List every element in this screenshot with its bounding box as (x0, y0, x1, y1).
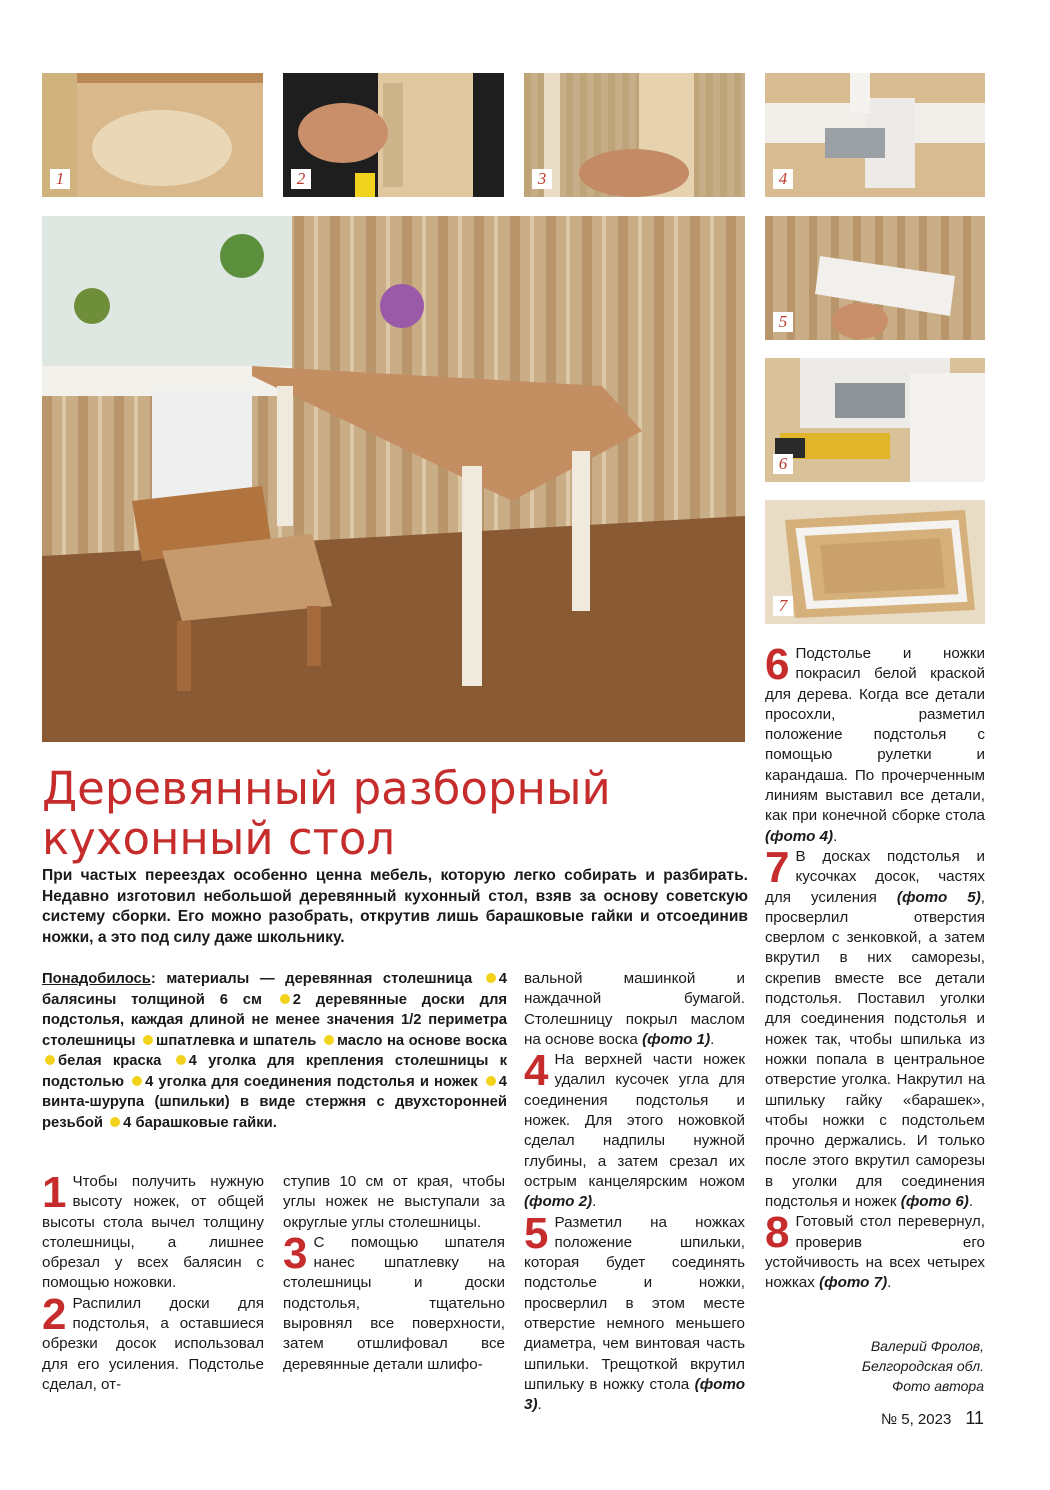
photo-number: 5 (773, 312, 793, 332)
step-text: вальной машинкой и наждачной бумагой. Столешницу покрыл маслом на основе воска (524, 970, 745, 1048)
step-text: Чтобы получить нужную высоту ножек, от общей высоты стола вычел толщину столешницы, а лишнее обрезал у всех балясин с помощью ножовки. (42, 1173, 264, 1292)
materials-item: 4 уголка для соединения подстолья и ножек (145, 1073, 478, 1090)
step-text: Разметил на ножках положение шпильки, которая будет соединять подстолье и ножки, просверлил в этом месте отверстие немного меньшего диаметра, чем винтовая часть шпильки. Трещоткой вкрутил шпильку в ножку стола (524, 1213, 745, 1393)
materials-label: Понадобилось (42, 971, 151, 987)
photo-reference: (фото 5) (896, 888, 981, 906)
materials-item: 4 барашковые гайки. (123, 1114, 277, 1131)
step-number: 2 (42, 1293, 67, 1339)
photo-number: 2 (291, 169, 311, 189)
step-3-continued (524, 969, 745, 1050)
materials-item: : материалы — деревянная столешница (150, 971, 473, 987)
text-column-2 (283, 1172, 505, 1375)
punctuation: . (537, 1396, 542, 1414)
step-4 (524, 1050, 745, 1212)
bullet-icon (143, 1035, 153, 1045)
photo-4-layout (765, 73, 985, 197)
step-7 (765, 847, 985, 1212)
photo-credit: Фото автора (892, 1378, 984, 1394)
step-3 (283, 1233, 505, 1375)
photo-reference: (фото 3) (524, 1375, 745, 1414)
photo-reference: (фото 1) (642, 1030, 711, 1048)
step-text: Распилил доски для подстолья, а оставшиеся обрезки досок использовал для его усиления. Подстолье сделал, от- (42, 1294, 264, 1393)
author-signature (862, 1336, 984, 1396)
text-column-1 (42, 1172, 264, 1395)
photo-2-cutting (283, 73, 504, 197)
punctuation: . (592, 1193, 597, 1211)
article-title (42, 764, 742, 864)
punctuation: . (710, 1030, 715, 1048)
punctuation: . (887, 1274, 892, 1292)
photo-reference: (фото 2) (524, 1193, 593, 1211)
photo-reference: (фото 7) (819, 1274, 888, 1292)
photo-reference: (фото 4) (765, 827, 834, 845)
step-text: , просверлил отверстия сверлом с зенковкой, а затем вкрутил в них саморезы, скрепив вместе все детали подстолья. Поставил уголки для соединения подстолья и ножек так, чтобы шпилька из ножки попала в центральное отверстие уголка. Накрутил на шпильку гайку «барашек», чтобы ножки с подстольем прочно держались. И только после этого вкрутил саморезы в уголки для соединения подстолья и ножек (765, 888, 985, 1211)
step-text: На верхней части ножек удалил кусочек угла для соединения подстолья и ножек. Для этого ножовкой сделал надпилы нужной глубины, а затем срезал их острым канцелярским ножом (524, 1051, 745, 1190)
photo-number: 1 (50, 169, 70, 189)
photo-number: 7 (773, 596, 793, 616)
photo-6-screwing (765, 358, 985, 482)
step-2 (42, 1294, 264, 1395)
page-number: 11 (965, 1408, 984, 1428)
photo-1-sanding (42, 73, 263, 197)
step-number: 6 (765, 644, 790, 689)
bullet-icon (324, 1035, 334, 1045)
text-column-4 (765, 644, 985, 1294)
bullet-icon (45, 1055, 55, 1065)
bullet-icon (486, 1076, 496, 1086)
main-photo-table (42, 216, 745, 742)
step-8 (765, 1212, 985, 1293)
materials-item: шпатлевка и шпатель (156, 1032, 317, 1049)
step-number: 8 (765, 1212, 790, 1258)
photo-reference: (фото 6) (900, 1193, 969, 1211)
photo-number: 4 (773, 169, 793, 189)
step-number: 5 (524, 1212, 549, 1258)
step-text: В досках подстолья и кусочках досок, частях для усиления (765, 847, 985, 906)
materials-item: масло на основе воска (336, 1032, 507, 1049)
step-2-continued: ступив 10 см от края, чтобы углы ножек не выступали за округлые углы столешницы. (283, 1173, 505, 1231)
lead-paragraph: При частых переездах особенно ценна мебель, которую легко собирать и разбирать. Недавно изготовил небольшой деревянный кухонный стол, взяв за основу советскую систему сборки. Его можно разобрать, открутив лишь барашковые гайки и отсоединив ножки, а это под силу даже школьнику. (42, 867, 748, 946)
materials-item: 2 деревянные доски для подстолья, каждая длиной не менее значения 1/2 периметра столешницы (42, 991, 507, 1049)
photo-number: 6 (773, 454, 793, 474)
materials-item: 4 винта-шурупа (шпильки) в виде стержня с двухсторонней резьбой (42, 1073, 507, 1131)
step-text: Подстолье и ножки покрасил белой краской для дерева. Когда все детали просохли, разметил положение подстолья с помощью рулетки и карандаша. По прочерченным линиям выставил все детали, как при конечной сборке стола (765, 645, 985, 825)
step-5 (524, 1213, 745, 1416)
page-footer (881, 1408, 984, 1429)
bullet-icon (176, 1055, 186, 1065)
step-1 (42, 1172, 264, 1294)
bullet-icon (486, 973, 496, 983)
author-name: Валерий Фролов, (870, 1338, 984, 1354)
punctuation: . (833, 827, 838, 845)
materials-item: 4 уголка для крепления столешницы к подстолью (42, 1053, 507, 1090)
materials-item: 4 балясины толщиной 6 см (42, 971, 507, 1008)
photo-7-assembled (765, 500, 985, 624)
author-region: Белгородская обл. (861, 1358, 984, 1374)
photo-number: 3 (532, 169, 552, 189)
materials-item: белая краска (58, 1053, 162, 1069)
step-number: 1 (42, 1172, 67, 1217)
photo-5-holes (765, 216, 985, 340)
step-text: С помощью шпателя нанес шпатлевку на столешницы и доски подстолья, тщательно выровнял все поверхности, затем отшлифовал все деревянные детали шлифо- (283, 1233, 505, 1373)
step-6 (765, 644, 985, 847)
bullet-icon (132, 1076, 142, 1086)
bullet-icon (110, 1117, 120, 1127)
punctuation: . (968, 1193, 974, 1211)
materials-list (42, 969, 507, 1133)
title-line: кухонный стол (42, 812, 396, 865)
text-column-3 (524, 969, 745, 1416)
bullet-icon (280, 994, 290, 1004)
step-text: Готовый стол перевернул, проверив его устойчивость на всех четырех ножках (765, 1213, 985, 1292)
issue-number: № 5, 2023 (881, 1411, 952, 1428)
step-number: 4 (524, 1050, 549, 1096)
title-line: Деревянный разборный (42, 762, 611, 815)
step-number: 3 (283, 1232, 308, 1278)
step-number: 7 (765, 846, 790, 892)
photo-3-drilling (524, 73, 745, 197)
